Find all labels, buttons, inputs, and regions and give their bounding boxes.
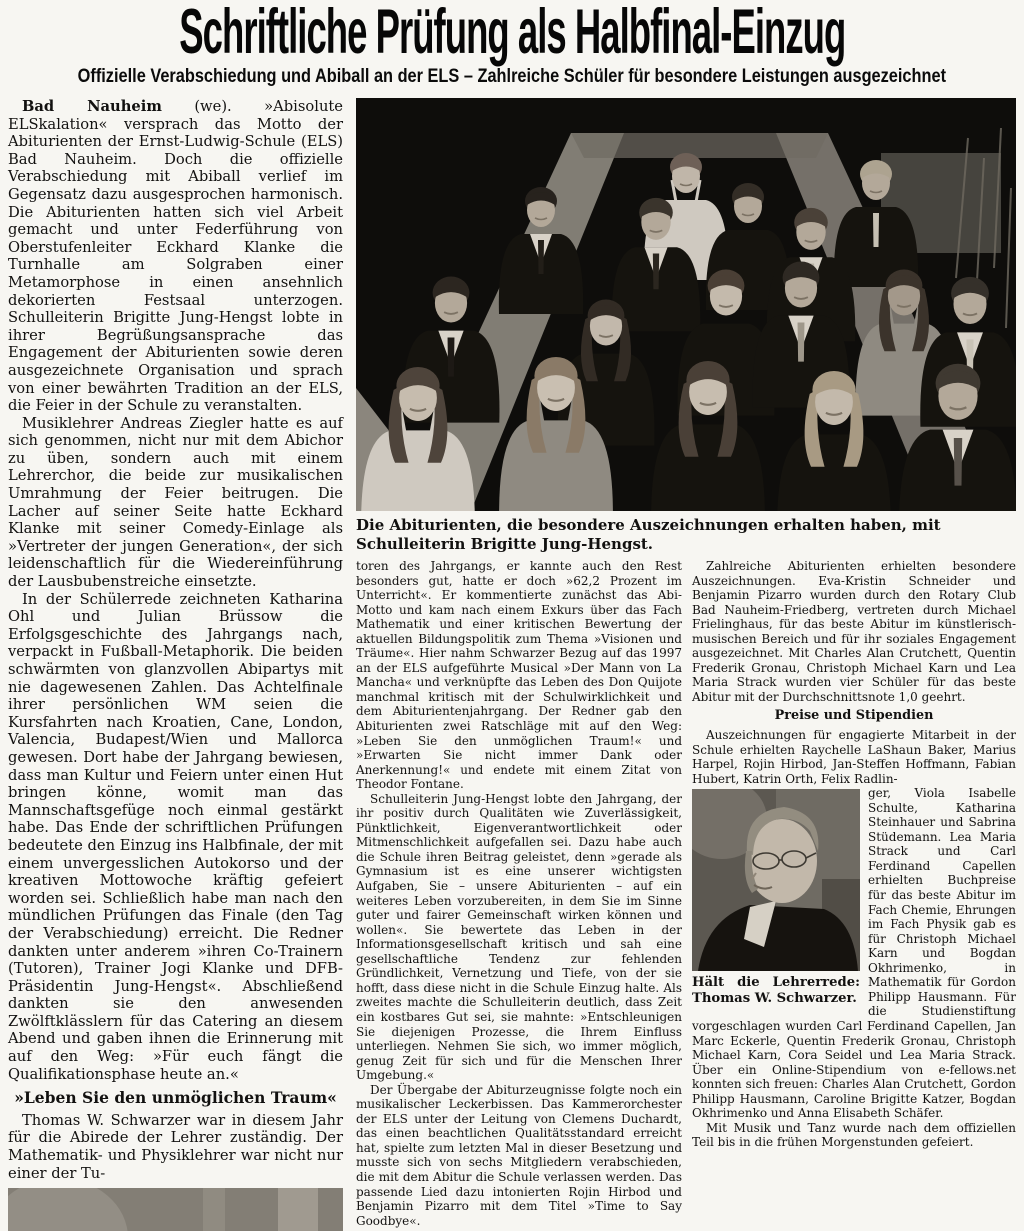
paragraph-text: ger, Viola Isabelle Schulte, Katharina Steinhauer und Sabrina Stüdemann. Lea Maria Strack und Carl Ferdinand Capellen erhielten Buchpreise für das beste Abitur im Fach Chemie, Ehrungen im Fach Physik gab es für Christoph Michael Karn und Bogdan Okhrimenko, in Mathematik für Gordon Philipp Hausmann. Für die Studienstiftung vorgeschlagen wurden Carl Ferdinand Capellen, Jan Marc Eckerle, Quentin Frederik Gronau, Christoph Michael Karn, Cora Seidel und Lea Maria Strack. Über ein Online-Stipendium von e-fellows.net konnten sich freuen: Charles Alan Crutchett, Gordon Philipp Hausmann, Caroline Brigitte Katzer, Bogdan Okhrimenko und Anna Elisabeth Schäfer. xyxy=(692,786,1016,1121)
body-paragraph: toren des Jahrgangs, er kannte auch den Rest besonders gut, hatte er doch »62,2 Prozent im Unterricht«. Er kommentierte zunächst das Abi-Motto und kam nach einem Exkurs über das Fach Mathematik und einer kritischen Bewertung der aktuellen Bildungspolitik zum Thema »Visionen und Träume«. Hier nahm Schwarzer Bezug auf das 1997 an der ELS aufgeführte Musical »Der Mann von La Mancha« und verknüpfte das Leben des Don Quijote manchmal kritisch mit der Schulwirklichkeit und dem Abiturientenjahrgang. Der Redner gab den Abiturienten zwei Ratschläge mit auf den Weg: »Leben Sie den unmöglichen Traum!« und »Erwarten Sie nicht immer Dank oder Anerkennung!« und endete mit einem Zitat von Theodor Fontane. xyxy=(356,559,682,792)
headline: Schriftliche Prüfung als Halbfinal-Einzug xyxy=(179,0,845,68)
body-paragraph xyxy=(692,786,1016,1121)
body-paragraph: Zahlreiche Abiturienten erhielten besondere Auszeichnungen. Eva-Kristin Schneider und Benjamin Pizarro wurden durch den Rotary Club Bad Nauheim-Friedberg, vertreten durch Michael Frielinghaus, für das beste Abitur im künstlerisch-musischen Bereich und für ihr soziales Engagement ausgezeichnet. Mit Charles Alan Crutchett, Quentin Frederik Gronau, Christoph Michael Karn und Lea Maria Strack wurden vier Schüler für das beste Abitur mit der Durchschnittsnote 1,0 geehrt. xyxy=(692,559,1016,704)
body-paragraph: Auszeichnungen für engagierte Mitarbeit in der Schule erhielten Raychelle LaShaun Baker, Marius Harpel, Rojin Hirbod, Jan-Steffen Hoffmann, Fabian Hubert, Katrin Orth, Felix Radlin- xyxy=(692,728,1016,786)
headline-row xyxy=(0,0,1024,68)
section-subhead: »Leben Sie den unmöglichen Traum« xyxy=(14,1088,337,1108)
body-paragraph: Der Übergabe der Abiturzeugnisse folgte noch ein musikalischer Leckerbissen. Das Kammerorchester der ELS unter der Leitung von Clemens Duchardt, das einen beachtlichen Qualitätsstandard erreicht hat, spielte zum letzten Mal in dieser Besetzung und musste sich von sechs Mitgliedern verabschieden, die mit dem Abitur die Schule verlassen werden. Das passende Lied dazu intonierten Rojin Hirbod und Benjamin Pizarro mit dem Titel »Time to Say Goodbye«. xyxy=(356,1082,682,1228)
body-paragraph: Schulleiterin Jung-Hengst lobte den Jahrgang, der ihr positiv durch Qualitäten wie Zuverlässigkeit, Pünktlichkeit, Eigenverantwortlichkeit oder Mitmenschlichkeit aufgefallen sei. Dazu habe auch die Schule ihren Beitrag geleistet, denn »gerade als Gymnasium ist es eine unserer wichtigsten Aufgaben, Sie – unsere Abiturienten – auf ein weiteres Leben vorzubereiten, in dem Sie im Sinne guter und fairer Gemeinschaft wirken können und wollen«. Sie bewertete das Leben in der Informationsgesellschaft kritisch und sah eine gesellschaftliche Tendenz zur fehlenden Gründlichkeit, Vernetzung und Tiefe, von der sie hofft, dass diese nicht in die Schule Einzug halte. Als zweites machte die Schulleiterin deutlich, dass Zeit ein kostbares Gut sei, sie mahnte: »Entschleunigen Sie diejenigen Prozesse, die Ihrem Einfluss unterliegen. Nehmen Sie sich, wo immer möglich, genug Zeit für sich und für die Menschen Ihrer Umgebung.« xyxy=(356,791,682,1083)
portrait-photo xyxy=(692,789,860,971)
couple-photo-image xyxy=(8,1188,343,1231)
body-paragraph: Thomas W. Schwarzer war in diesem Jahr für die Abirede der Lehrer zuständig. Der Mathematik- und Physiklehrer war nicht nur einer der Tu- xyxy=(8,1111,343,1182)
paragraph-text: (we). »Abisolute ELSkalation« versprach das Motto der Abiturienten der Ernst-Ludwig-Schule (ELS) Bad Nauheim. Doch die offizielle Verabschiedung mit Abiball verlief im Gegensatz dazu ausgesprochen harmonisch. Die Abiturienten hatten sich viel Arbeit gemacht und unter Federführung von Oberstufenleiter Eckhard Klanke die Turnhalle am Solgraben einer Metamorphose in einen ansehnlich dekorierten Festsaal unterzogen. Schulleiterin Brigitte Jung-Hengst lobte in ihrer Begrüßungsansprache das Engagement der Abiturienten sowie deren ausgezeichnete Organisation und sprach von einer bewährten Tradition an der ELS, die Feier in der Schule zu veranstalten. xyxy=(8,98,343,415)
article-right-region xyxy=(356,98,1016,1231)
dateline: Bad Nauheim xyxy=(22,98,162,115)
article-column-1 xyxy=(8,98,343,1231)
portrait-photo-block xyxy=(692,789,860,1007)
article-body xyxy=(0,92,1024,1231)
couple-photo xyxy=(8,1188,343,1231)
group-photo xyxy=(356,98,1016,511)
subheadline: Offizielle Verabschiedung und Abiball an der ELS – Zahlreiche Schüler für besondere Leistungen ausgezeichnet xyxy=(77,65,947,88)
couple-photo-block xyxy=(8,1188,343,1231)
body-paragraph xyxy=(8,98,343,415)
lower-columns xyxy=(356,559,1016,1228)
article-column-2 xyxy=(356,559,682,1228)
section-subhead: Preise und Stipendien xyxy=(774,708,934,724)
article-column-3 xyxy=(692,559,1016,1228)
body-paragraph: Mit Musik und Tanz wurde nach dem offiziellen Teil bis in die frühen Morgenstunden gefeiert. xyxy=(692,1120,1016,1150)
body-paragraph: Musiklehrer Andreas Ziegler hatte es auf sich genommen, nicht nur mit dem Abichor zu üben, sondern auch mit einem Lehrerchor, die beide zur musikalischen Umrahmung der Feier beitrugen. Die Lacher auf seiner Seite hatte Eckhard Klanke mit seiner Comedy-Einlage als »Vertreter der jungen Generation«, der sich leidenschaftlich für die Wiedereinführung der Lausbubenstreiche einsetzte. xyxy=(8,414,343,591)
subheadline-row xyxy=(0,62,1024,92)
group-photo-image xyxy=(356,98,1016,511)
portrait-photo-caption: Hält die Lehrerrede: Thomas W. Schwarzer. xyxy=(692,975,860,1007)
group-photo-caption: Die Abiturienten, die besondere Auszeichnungen erhalten haben, mit Schulleiterin Brigitte Jung-Hengst. xyxy=(356,516,941,553)
portrait-photo-image xyxy=(692,789,860,971)
body-paragraph: In der Schülerrede zeichneten Katharina Ohl und Julian Brüssow die Erfolgsgeschichte des Jahrgangs nach, verpackt in Fußball-Metaphorik. Die beiden schwärmten von glanzvollen Abipartys mit nie dagewesenen Zahlen. Das Achtelfinale ihrer persönlichen WM seien die Kursfahrten nach Kroatien, Cane, London, Valencia, Budapest/Wien und Mallorca gewesen. Dort habe der Jahrgang bewiesen, dass man Kultur und Feiern unter einen Hut bringen könne, womit man das Mannschaftsgefüge noch einmal gestärkt habe. Das Ende der schriftlichen Prüfungen bedeutete den Einzug ins Halbfinale, der mit einem unvergesslichen Autokorso und der kreativen Mottowoche kräftig gefeiert worden sei. Schließlich habe man nach den mündlichen Prüfungen das Finale (den Tag der Verabschiedung) erreicht. Die Redner dankten unter anderem »ihren Co-Trainern (Tutoren), Trainer Jogi Klanke und DFB-Präsidentin Jung-Hengst«. Abschließend dankten sie den anwesenden Zwölftklässlern für das Catering an diesem Abend und gaben ihnen die Erinnerung mit auf den Weg: »Für euch fängt die Qualifikationsphase heute an.« xyxy=(8,590,343,1083)
